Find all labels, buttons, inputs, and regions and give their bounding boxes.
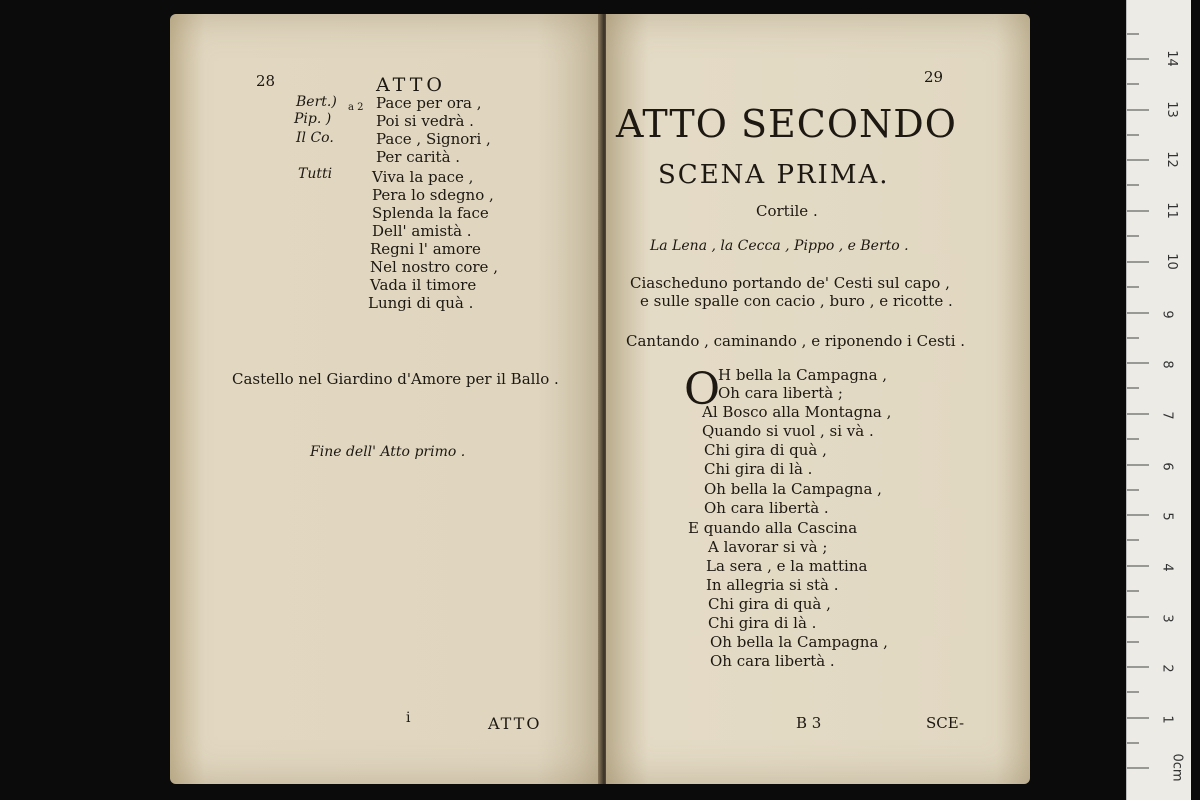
ruler-label: 11 xyxy=(1163,202,1179,219)
verse-line: Vada il timore xyxy=(370,276,477,294)
verse-line: Chi gira di quà , xyxy=(708,595,831,613)
verse-line: Chi gira di là . xyxy=(708,614,817,632)
scene-title: SCENA PRIMA. xyxy=(658,160,890,190)
verse-line: Al Bosco alla Montagna , xyxy=(702,403,892,421)
ruler-ticks xyxy=(1127,0,1191,800)
ruler-label: 7 xyxy=(1159,411,1175,420)
act-title: ATTO SECONDO xyxy=(616,102,957,146)
page-number: 29 xyxy=(924,68,944,86)
verse-line: Viva la pace , xyxy=(372,168,474,186)
verse-line: Pace , Signori , xyxy=(376,130,491,148)
speaker: Pip. ) xyxy=(294,111,332,127)
verse-line: Oh cara libertà . xyxy=(704,499,829,517)
verse-line: Lungi di quà . xyxy=(368,294,474,312)
verse-line: Splenda la face xyxy=(372,204,489,222)
ruler-label: 8 xyxy=(1159,360,1175,369)
catchword: ATTO xyxy=(488,714,542,733)
speaker: Il Co. xyxy=(296,130,334,146)
verse-line: Oh bella la Campagna , xyxy=(704,480,882,498)
running-header: ATTO xyxy=(376,74,446,96)
page-number: 28 xyxy=(256,72,276,90)
verse-line: H bella la Campagna , xyxy=(718,366,888,384)
open-book xyxy=(170,14,1030,784)
speaker: Bert.) xyxy=(296,94,337,110)
measuring-ruler xyxy=(1126,0,1191,800)
verse-line: Oh bella la Campagna , xyxy=(710,633,888,651)
verse-line: La sera , e la mattina xyxy=(706,557,868,575)
verse-line: Nel nostro core , xyxy=(370,258,498,276)
ruler-label: 12 xyxy=(1163,151,1179,168)
right-page xyxy=(606,14,1030,784)
scene-note: Castello nel Giardino d'Amore per il Ballo . xyxy=(232,370,559,388)
verse-line: Regni l' amore xyxy=(370,240,481,258)
verse-line: Oh cara libertà . xyxy=(710,652,835,670)
verse-line: Quando si vuol , si và . xyxy=(702,422,874,440)
signature-mark: i xyxy=(406,710,411,726)
ruler-label: 2 xyxy=(1159,664,1175,673)
characters: La Lena , la Cecca , Pippo , e Berto . xyxy=(650,238,909,254)
speaker: Tutti xyxy=(298,166,333,182)
verse-line: A lavorar si và ; xyxy=(708,538,828,556)
stage-direction: Cantando , caminando , e riponendo i Cesti . xyxy=(626,332,966,350)
verse-line: In allegria si stà . xyxy=(706,576,839,594)
ruler-label: 10 xyxy=(1163,253,1179,270)
signature-mark: B 3 xyxy=(796,714,822,732)
verse-line: Poi si vedrà . xyxy=(376,112,474,130)
verse-line: Per carità . xyxy=(376,148,461,166)
stage-direction: Ciascheduno portando de' Cesti sul capo , xyxy=(630,274,950,292)
ruler-label: 6 xyxy=(1159,462,1175,471)
ruler-label: 4 xyxy=(1159,563,1175,572)
setting: Cortile . xyxy=(756,202,818,220)
ruler-label: 14 xyxy=(1163,50,1179,67)
a2-mark: a 2 xyxy=(348,102,364,113)
left-page xyxy=(170,14,602,784)
verse-line: Pace per ora , xyxy=(376,94,482,112)
verse-line: Pera lo sdegno , xyxy=(372,186,494,204)
ruler-label: 1 xyxy=(1159,715,1175,724)
catchword: SCE- xyxy=(926,714,965,732)
ruler-label: 13 xyxy=(1163,101,1179,118)
verse-line: Dell' amistà . xyxy=(372,222,472,240)
verse-line: Chi gira di là . xyxy=(704,460,813,478)
verse-line: E quando alla Cascina xyxy=(688,519,858,537)
verse-line: Oh cara libertà ; xyxy=(718,384,843,402)
stage-direction: e sulle spalle con cacio , buro , e ricotte . xyxy=(640,292,953,310)
end-note: Fine dell' Atto primo . xyxy=(310,444,466,460)
drop-cap: O xyxy=(684,364,721,415)
verse-line: Chi gira di quà , xyxy=(704,441,827,459)
ruler-label: 0cm xyxy=(1169,753,1185,782)
ruler-label: 9 xyxy=(1159,310,1175,319)
ruler-label: 5 xyxy=(1159,512,1175,521)
ruler-label: 3 xyxy=(1159,614,1175,623)
